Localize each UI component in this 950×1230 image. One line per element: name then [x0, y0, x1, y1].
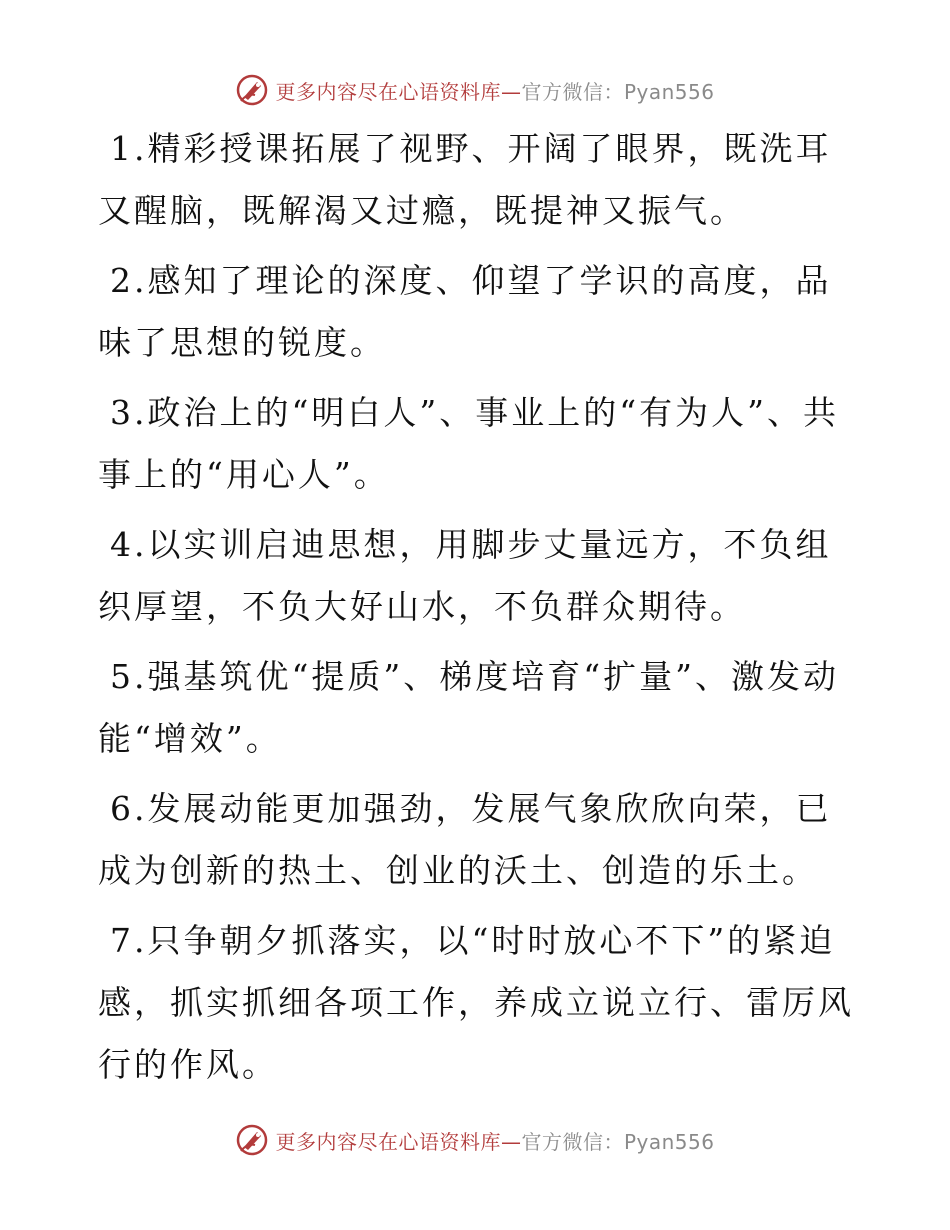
banner-wechat-text: 官方微信：Pyan556 — [521, 79, 715, 104]
paragraph-6: 6.发展动能更加强劲，发展气象欣欣向荣，已成为创新的热土、创业的沃土、创造的乐土。 — [98, 789, 832, 890]
banner-main-text: 更多内容尽在心语资料库 — [275, 1129, 501, 1154]
document-body — [98, 118, 858, 1104]
paragraph-4: 4.以实训启迪思想，用脚步丈量远方，不负组织厚望，不负大好山水，不负群众期待。 — [98, 525, 832, 626]
paragraph-3: 3.政治上的“明白人”、事业上的“有为人”、共事上的“用心人”。 — [98, 393, 839, 494]
banner-main-text: 更多内容尽在心语资料库 — [275, 79, 501, 104]
header-banner — [0, 70, 950, 110]
pen-nib-logo-icon — [235, 1123, 269, 1157]
paragraph-7: 7.只争朝夕抓落实，以“时时放心不下”的紧迫感，抓实抓细各项工作，养成立说立行、雷厉风行的作风。 — [98, 921, 854, 1084]
banner-text — [275, 76, 714, 105]
paragraph-2: 2.感知了理论的深度、仰望了学识的高度，品味了思想的锐度。 — [98, 261, 832, 362]
pen-nib-logo-icon — [235, 73, 269, 107]
paragraph-5: 5.强基筑优“提质”、梯度培育“扩量”、激发动能“增效”。 — [98, 657, 839, 758]
banner-wechat-text: 官方微信：Pyan556 — [521, 1129, 715, 1154]
banner-text — [275, 1126, 714, 1155]
banner-dash: — — [500, 1129, 522, 1154]
footer-banner — [0, 1120, 950, 1160]
banner-dash: — — [500, 79, 522, 104]
paragraph-1: 1.精彩授课拓展了视野、开阔了眼界，既洗耳又醒脑，既解渴又过瘾，既提神又振气。 — [98, 129, 832, 230]
